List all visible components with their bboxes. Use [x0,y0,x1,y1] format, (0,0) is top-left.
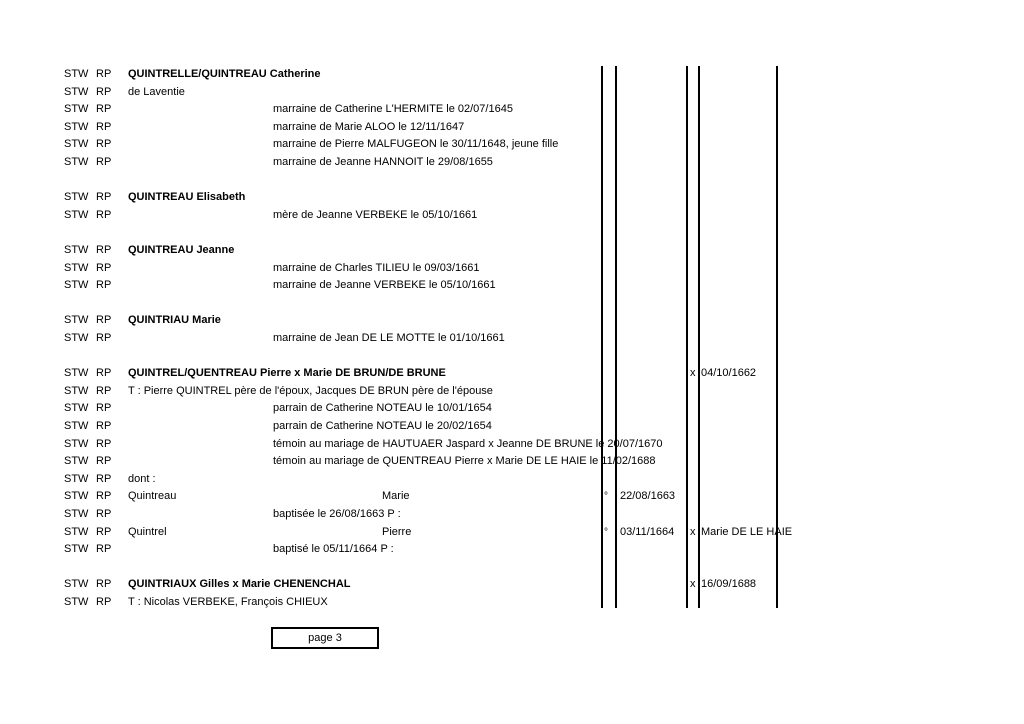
source-code: STW [64,138,89,151]
source-code: STW [64,472,89,485]
record-row [0,400,1024,417]
entry-detail: témoin au mariage de QUENTREAU Pierre x Marie DE LE HAIE le 11/02/1688 [273,455,656,468]
entry-detail: marraine de Jeanne HANNOIT le 29/08/1655 [273,156,493,168]
register-code: RP [96,543,112,556]
record-row [0,84,1024,101]
register-code: RP [96,156,112,168]
register-code: RP [96,120,112,133]
record-row [0,365,1024,382]
record-row [0,330,1024,347]
register-code: RP [96,596,112,608]
given-name: Marie [382,490,410,503]
blank-row [0,348,1024,365]
source-code: STW [64,244,89,256]
register-code: RP [96,138,112,151]
register-code: RP [96,472,112,485]
entry-detail: marraine de Charles TILIEU le 09/03/1661 [273,261,480,274]
entry-detail: marraine de Pierre MALFUGEON le 30/11/1648, jeune fille [273,138,559,151]
entry-name: QUINTRIAUX Gilles x Marie CHENENCHAL [128,578,351,591]
source-code: STW [64,332,89,344]
source-code: STW [64,525,89,538]
entry-detail: mère de Jeanne VERBEKE le 05/10/1661 [273,208,478,221]
source-code: STW [64,156,89,168]
register-code: RP [96,314,112,327]
record-row [0,66,1024,83]
marriage-date: 04/10/1662 [701,367,757,380]
entry-detail: baptisée le 26/08/1663 P : [273,508,401,520]
entry-detail: marraine de Jean DE LE MOTTE le 01/10/1661 [273,332,505,344]
source-code: STW [64,402,89,415]
given-name: Pierre [382,525,412,538]
entry-name: Quintreau [128,490,177,503]
blank-row [0,295,1024,312]
entry-detail: baptisé le 05/11/1664 P : [273,543,394,556]
marriage-mark: x [690,578,696,591]
register-code: RP [96,208,112,221]
register-code: RP [96,437,112,450]
source-code: STW [64,261,89,274]
register-code: RP [96,367,112,380]
birth-date: 03/11/1664 [620,525,675,538]
source-code: STW [64,578,89,591]
source-code: STW [64,437,89,450]
record-row [0,541,1024,558]
record-row [0,594,1024,611]
birth-mark: ° [604,526,608,538]
record-row [0,524,1024,541]
register-code: RP [96,455,112,468]
source-code: STW [64,455,89,468]
entry-name: de Laventie [128,85,185,98]
entry-name: QUINTREL/QUENTREAU Pierre x Marie DE BRUN/DE BRUNE [128,367,446,380]
entry-name: dont : [128,472,156,485]
record-row [0,506,1024,523]
record-row [0,260,1024,277]
source-code: STW [64,120,89,133]
record-row [0,418,1024,435]
entry-detail: marraine de Marie ALOO le 12/11/1647 [273,120,465,133]
record-row [0,488,1024,505]
marriage-date: 16/09/1688 [701,578,757,591]
source-code: STW [64,208,89,221]
entry-detail: marraine de Catherine L'HERMITE le 02/07/1645 [273,103,513,116]
blank-row [0,172,1024,189]
register-code: RP [96,191,112,204]
entry-detail: marraine de Jeanne VERBEKE le 05/10/1661 [273,279,496,292]
register-code: RP [96,68,112,80]
entry-name: QUINTRELLE/QUINTREAU Catherine [128,68,321,80]
source-code: STW [64,490,89,503]
source-code: STW [64,508,89,520]
birth-date: 22/08/1663 [620,490,676,503]
record-row [0,436,1024,453]
record-row [0,383,1024,400]
record-row [0,312,1024,329]
record-row [0,207,1024,224]
register-code: RP [96,420,112,432]
source-code: STW [64,279,89,292]
source-code: STW [64,543,89,556]
blank-row [0,559,1024,576]
register-code: RP [96,85,112,98]
register-code: RP [96,384,112,397]
register-code: RP [96,103,112,116]
record-row [0,576,1024,593]
source-code: STW [64,420,89,432]
register-code: RP [96,508,112,520]
register-code: RP [96,578,112,591]
register-code: RP [96,525,112,538]
source-code: STW [64,384,89,397]
record-row [0,101,1024,118]
source-code: STW [64,191,89,204]
page-number: page 3 [308,632,342,644]
source-code: STW [64,367,89,380]
register-code: RP [96,490,112,503]
source-code: STW [64,85,89,98]
birth-mark: ° [604,491,608,503]
record-row [0,453,1024,470]
marriage-mark: x [690,525,696,538]
entry-detail: parrain de Catherine NOTEAU le 10/01/1654 [273,402,492,415]
source-code: STW [64,68,89,80]
register-code: RP [96,244,112,256]
page-number-box [271,627,379,649]
record-row [0,277,1024,294]
entry-name: T : Nicolas VERBEKE, François CHIEUX [128,596,328,608]
record-row [0,242,1024,259]
record-row [0,154,1024,171]
register-code: RP [96,279,112,292]
entry-name: QUINTREAU Elisabeth [128,191,246,204]
record-row [0,119,1024,136]
entry-name: T : Pierre QUINTREL père de l'époux, Jacques DE BRUN père de l'épouse [128,384,493,397]
source-code: STW [64,103,89,116]
register-code: RP [96,402,112,415]
entry-name: QUINTREAU Jeanne [128,244,235,256]
record-row [0,136,1024,153]
entry-detail: parrain de Catherine NOTEAU le 20/02/1654 [273,420,492,432]
record-row [0,471,1024,488]
entry-name: QUINTRIAU Marie [128,314,221,327]
register-code: RP [96,261,112,274]
marriage-date: Marie DE LE HAIE [701,525,793,538]
marriage-mark: x [690,367,696,380]
blank-row [0,224,1024,241]
entry-name: Quintrel [128,525,167,538]
entry-detail: témoin au mariage de HAUTUAER Jaspard x Jeanne DE BRUNE le 20/07/1670 [273,437,663,450]
source-code: STW [64,596,89,608]
record-row [0,189,1024,206]
source-code: STW [64,314,89,327]
register-code: RP [96,332,112,344]
